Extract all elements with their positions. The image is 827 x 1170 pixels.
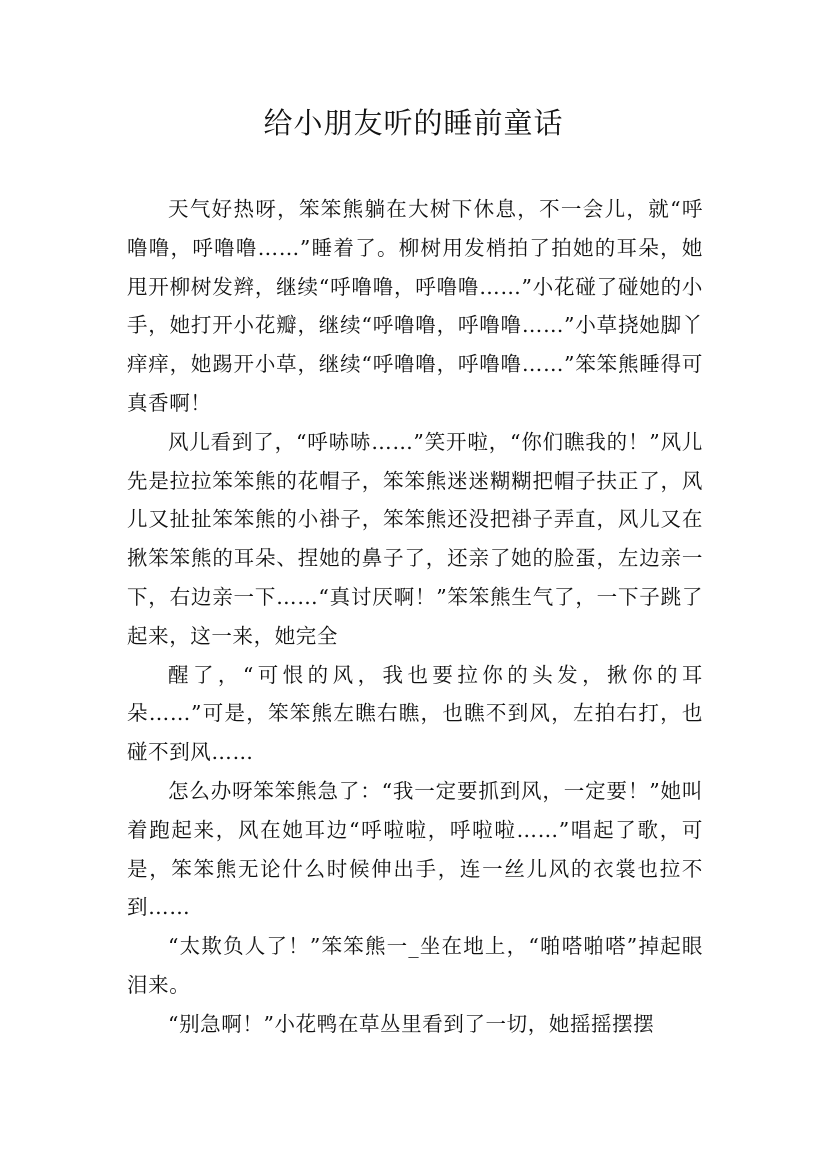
document-body xyxy=(127,190,703,1044)
paragraph: 醒了，“可恨的风，我也要拉你的头发，揪你的耳朵……”可是，笨笨熊左瞧右瞧，也瞧不到风，左拍右打，也碰不到风…… xyxy=(127,662,703,765)
paragraph: 风儿看到了，“呼哧哧……”笑开啦，“你们瞧我的！”风儿先是拉拉笨笨熊的花帽子，笨笨熊迷迷糊糊把帽子扶正了，风儿又扯扯笨笨熊的小褂子，笨笨熊还没把褂子弄直，风儿又在揪笨笨熊的耳朵、捏她的鼻子了，还亲了她的脸蛋，左边亲一下，右边亲一下……“真讨厌啊！”笨笨熊生气了，一下子跳了起来，这一来，她完全 xyxy=(127,429,703,648)
paragraph: 怎么办呀笨笨熊急了：“我一定要抓到风，一定要！”她叫着跑起来，风在她耳边“呼啦啦，呼啦啦……”唱起了歌，可是，笨笨熊无论什么时候伸出手，连一丝儿风的衣裳也拉不到…… xyxy=(127,778,703,920)
paragraph: 天气好热呀，笨笨熊躺在大树下休息，不一会儿，就“呼噜噜，呼噜噜……”睡着了。柳树用发梢拍了拍她的耳朵，她甩开柳树发辫，继续“呼噜噜，呼噜噜……”小花碰了碰她的小手，她打开小花瓣，继续“呼噜噜，呼噜噜……”小草挠她脚丫痒痒，她踢开小草，继续“呼噜噜，呼噜噜……”笨笨熊睡得可真香啊！ xyxy=(127,197,703,415)
paragraph: “太欺负人了！”笨笨熊一_坐在地上，“啪嗒啪嗒”掉起眼泪来。 xyxy=(127,934,703,997)
paragraph: “别急啊！”小花鸭在草丛里看到了一切，她摇摇摆摆 xyxy=(168,1011,655,1036)
document-title: 给小朋友听的睡前童话 xyxy=(263,106,564,140)
